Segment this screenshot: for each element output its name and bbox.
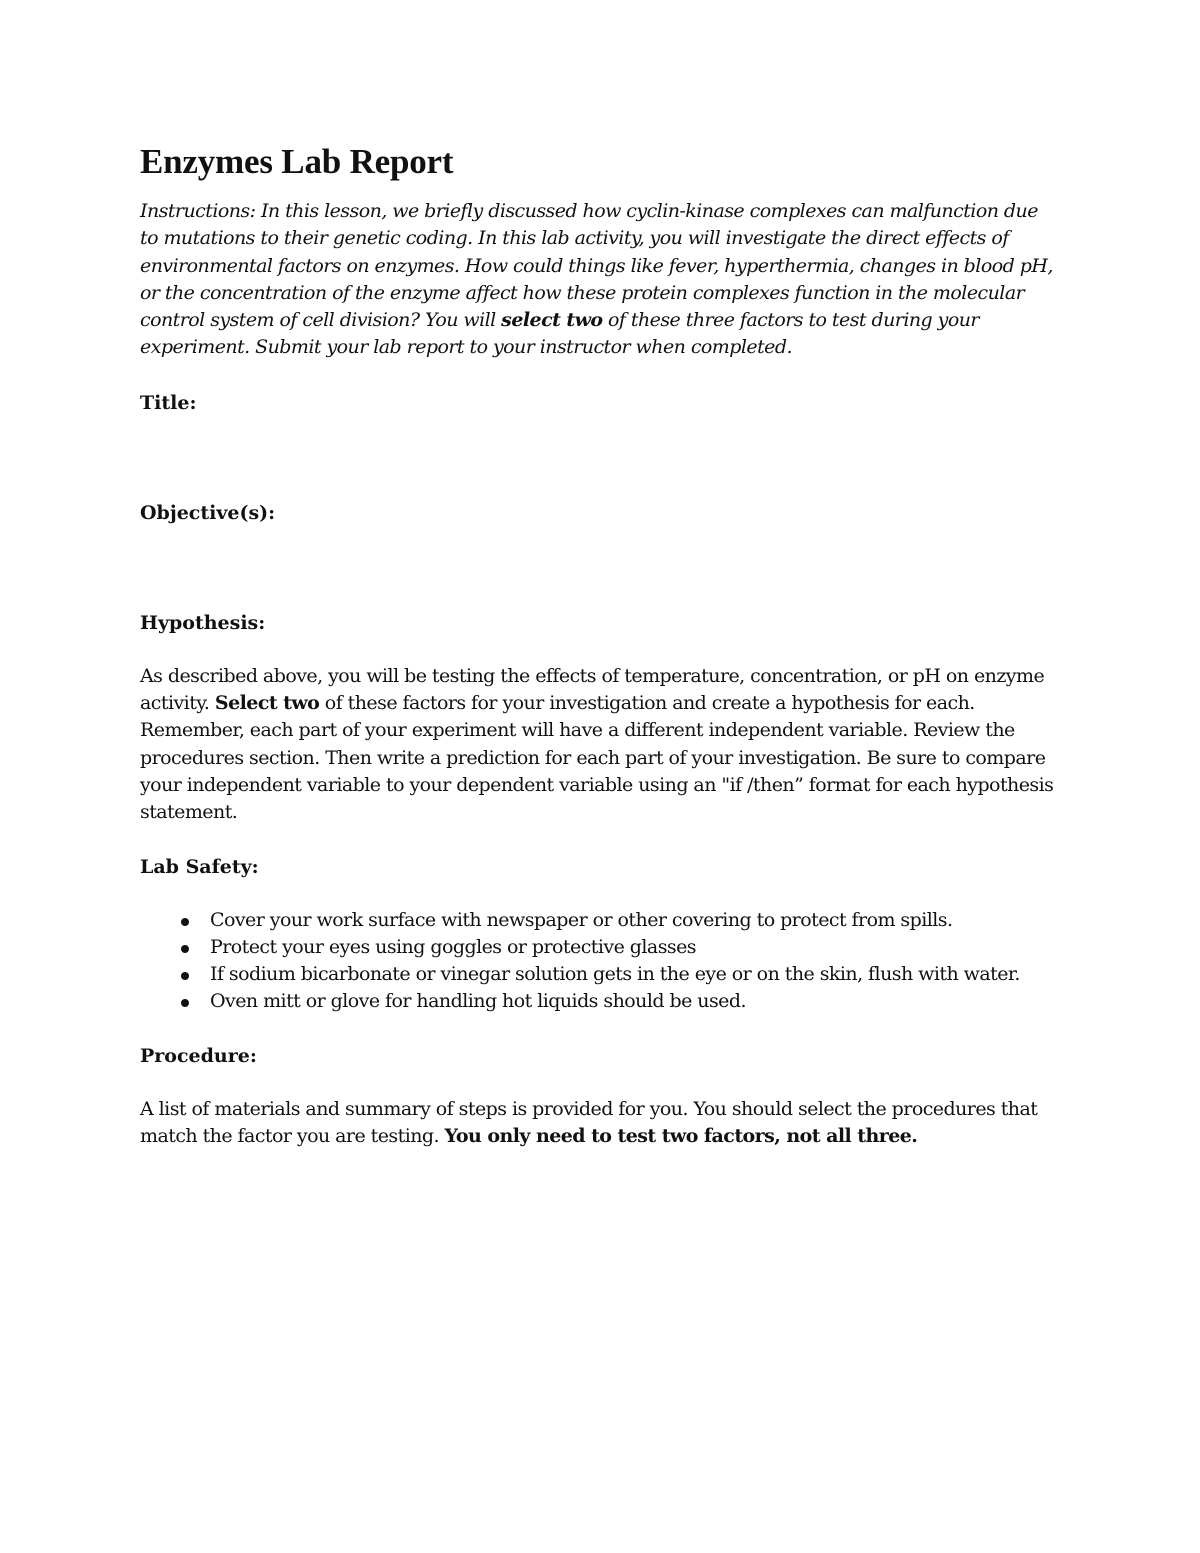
instructions-emphasis: select two	[501, 309, 603, 332]
title-heading: Title:	[140, 391, 197, 414]
hypothesis-heading: Hypothesis:	[140, 611, 266, 634]
hypothesis-text: As described above, you will be testing the effects of temperature, concentration, or pH on enzyme activity.	[140, 664, 1045, 715]
list-item-text: Oven mitt or glove for handling hot liquids should be used.	[210, 990, 746, 1013]
hypothesis-paragraph	[140, 663, 1060, 827]
list-item-text: Cover your work surface with newspaper or other covering to protect from spills.	[210, 908, 953, 931]
instructions-text: Instructions: In this lesson, we briefly discussed how cyclin-kinase complexes can malfunction due to mutations to their genetic coding. In this lab activity, you will investigate the direct effects of environmental factors on enzymes. How could things like fever, hyperthermia, changes in blood pH, or the concentration of the enzyme affect how these protein complexes function in the molecular control system of cell division? You will	[140, 200, 1053, 332]
list-item-text: If sodium bicarbonate or vinegar solution gets in the eye or on the skin, flush with water.	[210, 963, 1020, 986]
procedure-emphasis: You only need to test two factors, not all three.	[444, 1125, 918, 1148]
list-item	[140, 907, 1060, 934]
list-item	[140, 934, 1060, 961]
list-item	[140, 961, 1060, 988]
bullet-icon	[181, 999, 189, 1007]
bullet-icon	[181, 918, 189, 926]
objectives-heading: Objective(s):	[140, 501, 276, 524]
list-item-text: Protect your eyes using goggles or protective glasses	[210, 935, 696, 958]
hypothesis-text-continued: of these factors for your investigation and create a hypothesis for each. Remember, each part of your experiment will have a different independent variable. Review the procedures section. Then write a prediction for each part of your investigation. Be sure to compare your independent variable to your dependent variable using an "if /then” format for each hypothesis statement.	[140, 692, 1054, 824]
bullet-icon	[181, 972, 189, 980]
document-title: Enzymes Lab Report	[140, 142, 454, 181]
procedure-paragraph	[140, 1096, 1060, 1151]
instructions-text-continued: of these three factors to test during your experiment. Submit your lab report to your instructor when completed.	[140, 309, 979, 359]
lab-safety-list	[140, 907, 1060, 1016]
document-page	[140, 138, 1060, 1150]
procedure-heading: Procedure:	[140, 1044, 257, 1067]
hypothesis-emphasis: Select two	[214, 692, 320, 715]
instructions-paragraph	[140, 198, 1060, 362]
bullet-icon	[181, 945, 189, 953]
procedure-text: A list of materials and summary of steps is provided for you. You should select the procedures that match the factor you are testing.	[140, 1097, 1038, 1148]
lab-safety-heading: Lab Safety:	[140, 855, 259, 878]
list-item	[140, 988, 1060, 1015]
